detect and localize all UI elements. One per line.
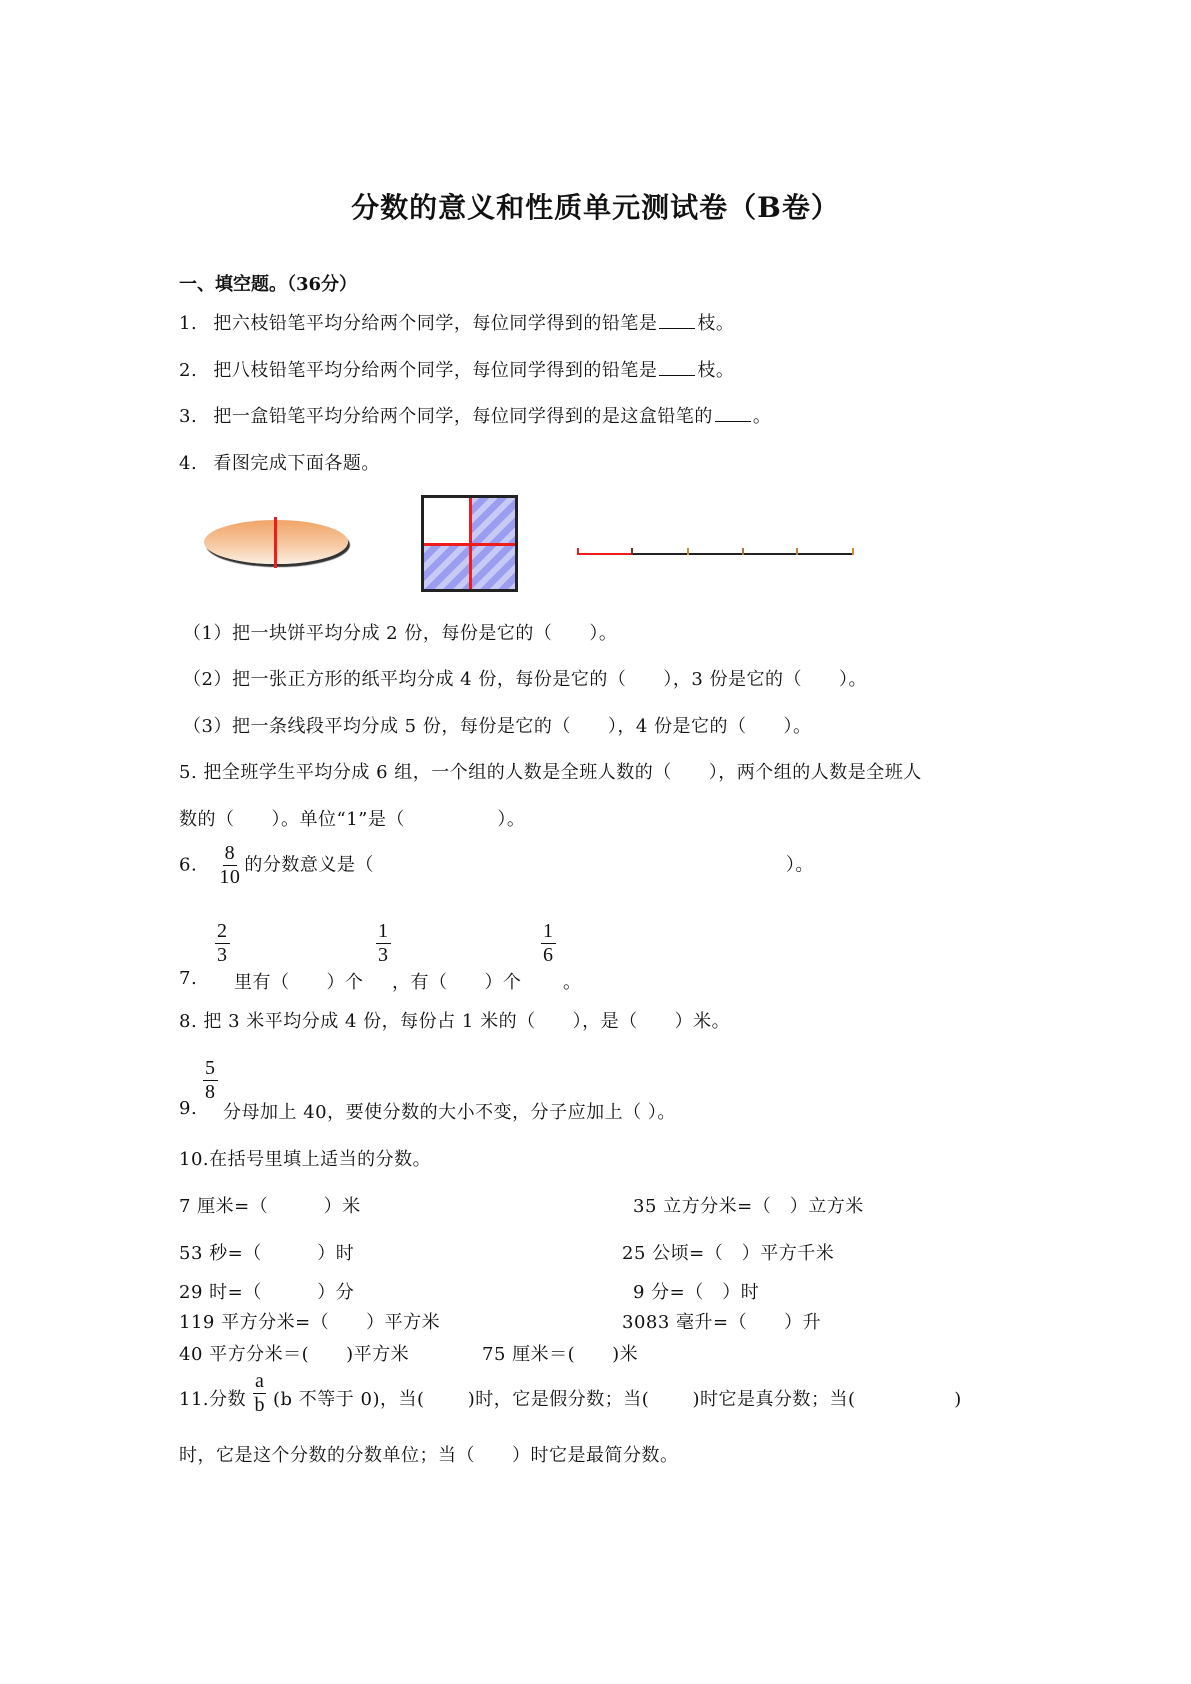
fraction-numerator: 1 <box>543 920 554 942</box>
segment-tick-icon <box>631 548 633 555</box>
fraction <box>376 921 391 966</box>
question-8: 8. 把 3 米平均分成 4 份，每份占 1 米的（ ），是（ ）米。 <box>179 1011 731 1032</box>
conversion-right-3: 9 分=（ ）时 <box>633 1282 760 1303</box>
question-number: 4. <box>179 453 198 474</box>
segment-tick-icon <box>796 548 798 555</box>
question-text: 把一盒铅笔平均分给两个同学，每位同学得到的是这盒铅笔的 <box>213 406 713 427</box>
fraction-numerator: 8 <box>224 842 236 864</box>
conversion-left-1: 7 厘米=（ ）米 <box>179 1196 361 1217</box>
question-number: 1. <box>179 313 198 334</box>
question-number: 2. <box>179 360 198 381</box>
question-11-line-2: 时，它是这个分数的分数单位；当（ ）时它是最简分数。 <box>179 1445 679 1466</box>
question-text: 把六枝铅笔平均分给两个同学，每位同学得到的铅笔是 <box>213 313 658 334</box>
fraction-numerator: 2 <box>217 920 228 942</box>
segment-tick-icon <box>687 548 689 555</box>
question-6 <box>179 843 814 888</box>
fraction-denominator: 3 <box>378 944 389 966</box>
fraction-numerator: 1 <box>378 920 389 942</box>
question-number: 6. <box>179 854 198 876</box>
fraction-denominator: 3 <box>217 944 228 966</box>
question-4-sub-1: （1）把一块饼平均分成 2 份，每份是它的（ ）。 <box>183 623 618 644</box>
question-3 <box>179 402 771 428</box>
question-1 <box>179 309 734 335</box>
segment-tick-icon <box>577 548 579 555</box>
conversion-left-2: 53 秒=（ ）时 <box>179 1243 355 1264</box>
question-number: 7. <box>179 968 198 989</box>
question-text: 分母加上 40，要使分数的大小不变，分子应加上（ ）。 <box>223 1102 676 1123</box>
fraction-numerator: 5 <box>205 1057 216 1079</box>
question-tail: 。 <box>563 972 582 993</box>
question-4-sub-2: （2）把一张正方形的纸平均分成 4 份，每份是它的（ ），3 份是它的（ ）。 <box>183 669 868 690</box>
answer-blank[interactable] <box>715 407 751 422</box>
unshaded-quarter <box>424 498 470 543</box>
conversion-left-3: 29 时=（ ）分 <box>179 1282 355 1303</box>
fraction <box>253 1371 266 1416</box>
fraction-denominator: 6 <box>543 944 554 966</box>
answer-blank[interactable] <box>659 314 695 329</box>
pancake-divider-line <box>274 517 277 568</box>
conversion-right-4: 3083 毫升=（ ）升 <box>622 1312 822 1333</box>
question-number: 9. <box>179 1098 198 1119</box>
fraction <box>215 921 230 966</box>
conversion-left-5: 40 平方分米＝( )平方米 <box>179 1344 410 1365</box>
question-number: 11.分数 <box>179 1389 247 1410</box>
segment-first-part <box>578 553 632 555</box>
question-tail: 。 <box>752 406 772 427</box>
square-horizontal-divider <box>424 543 515 546</box>
question-5-line-2: 数的（ ）。单位“1”是（ ）。 <box>179 809 526 830</box>
question-tail: 枝。 <box>697 313 735 334</box>
question-10: 10.在括号里填上适当的分数。 <box>179 1149 432 1170</box>
fraction-denominator: b <box>254 1394 265 1416</box>
question-number: 3. <box>179 406 198 427</box>
question-2 <box>179 356 734 382</box>
question-text: 看图完成下面各题。 <box>213 453 380 474</box>
question-tail: ）。 <box>785 854 814 876</box>
fraction-denominator: 10 <box>219 866 241 888</box>
segment-tick-icon <box>742 548 744 555</box>
segment-tick-icon <box>852 548 854 555</box>
question-4 <box>179 449 380 475</box>
conversion-right-5: 75 厘米＝( )米 <box>482 1344 639 1365</box>
section-heading: 一、填空题。（36分） <box>179 274 358 295</box>
conversion-left-4: 119 平方分米=（ ）平方米 <box>179 1312 441 1333</box>
conversion-right-2: 25 公顷=（ ）平方千米 <box>622 1243 835 1264</box>
fraction <box>203 1058 218 1103</box>
question-5-line-1: 5. 把全班学生平均分成 6 组，一个组的人数是全班人数的（ ），两个组的人数是全班人 <box>179 762 922 783</box>
fraction-numerator: a <box>255 1370 265 1392</box>
question-text: 把八枝铅笔平均分给两个同学，每位同学得到的铅笔是 <box>213 360 658 381</box>
answer-blank[interactable] <box>659 361 695 376</box>
fraction <box>219 843 240 888</box>
fraction <box>541 921 556 966</box>
question-text: (b 不等于 0)，当( )时，它是假分数；当( )时它是真分数；当( ) <box>273 1389 962 1410</box>
fraction-denominator: 8 <box>205 1081 216 1103</box>
question-4-sub-3: （3）把一条线段平均分成 5 份，每份是它的（ ），4 份是它的（ ）。 <box>183 716 812 737</box>
question-text: 的分数意义是（ <box>244 854 374 876</box>
conversion-right-1: 35 立方分米=（ ）立方米 <box>633 1196 864 1217</box>
question-tail: 枝。 <box>697 360 735 381</box>
page-title: 分数的意义和性质单元测试卷（B卷） <box>351 191 840 224</box>
question-text: 里有（ ）个 <box>234 972 364 993</box>
question-text: ，有（ ）个 <box>392 972 522 993</box>
